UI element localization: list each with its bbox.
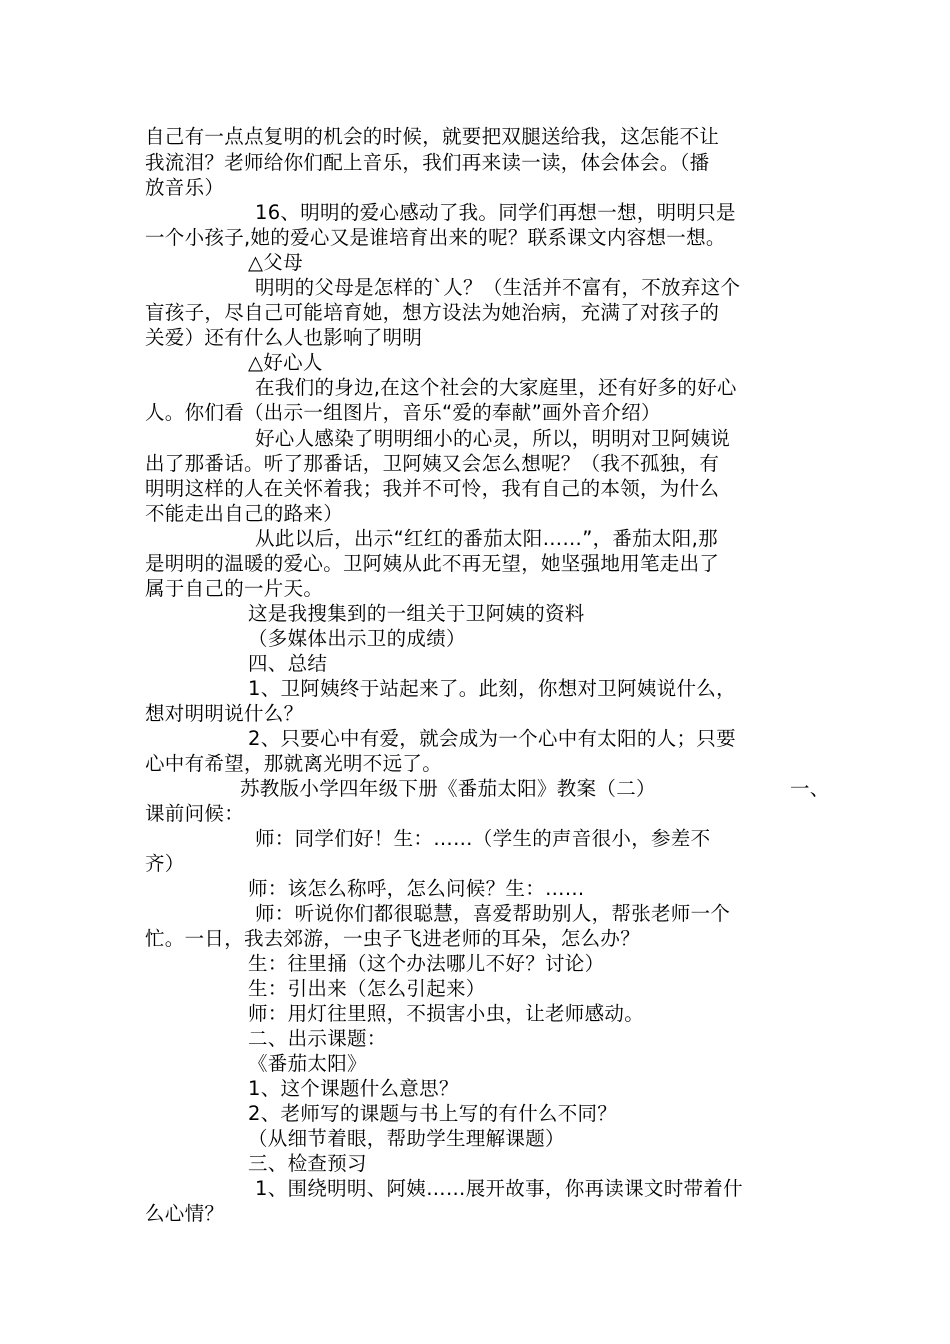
text-line: 一、 xyxy=(790,777,830,800)
text-line: 明明这样的人在关怀着我；我并不可怜，我有自己的本领，为什么 xyxy=(145,477,720,500)
text-line: 师：听说你们都很聪慧，喜爱帮助别人，帮张老师一个 xyxy=(255,902,731,925)
text-line: 一个小孩子,她的爱心又是谁培育出来的呢？联系课文内容想一想。 xyxy=(145,226,726,249)
text-line: 出了那番话。听了那番话，卫阿姨又会怎么想呢？（我不孤独，有 xyxy=(145,452,720,475)
text-line: 四、总结 xyxy=(248,652,328,675)
text-line: 关爱）还有什么人也影响了明明 xyxy=(145,326,423,349)
text-line: 么心情？ xyxy=(145,1202,225,1225)
text-line: 忙。一日，我去郊游，一虫子飞进老师的耳朵，怎么办？ xyxy=(145,927,641,950)
text-line: △好心人 xyxy=(248,351,323,374)
text-line: 师：用灯往里照，不损害小虫，让老师感动。 xyxy=(248,1002,645,1025)
text-line: 明明的父母是怎样的`人？（生活并不富有，不放弃这个 xyxy=(255,276,741,299)
text-line: 从此以后，出示“红红的番茄太阳……”，番茄太阳,那 xyxy=(255,527,718,550)
text-line: （多媒体出示卫的成绩） xyxy=(248,627,466,650)
text-line: 生：引出来（怎么引起来） xyxy=(248,977,486,1000)
text-line: 师：该怎么称呼，怎么问候？生：…… xyxy=(248,877,585,900)
text-line: △父母 xyxy=(248,251,303,274)
text-line: 盲孩子，尽自己可能培育她，想方设法为她治病，充满了对孩子的 xyxy=(145,301,720,324)
text-line: 自己有一点点复明的机会的时候，就要把双腿送给我，这怎能不让 xyxy=(145,125,720,148)
text-line: 想对明明说什么？ xyxy=(145,702,304,725)
text-line: 这是我搜集到的一组关于卫阿姨的资料 xyxy=(248,602,585,625)
text-line: 我流泪？老师给你们配上音乐，我们再来读一读，体会体会。（播 xyxy=(145,151,710,174)
text-line: 2、只要心中有爱，就会成为一个心中有太阳的人；只要 xyxy=(248,727,736,750)
text-line: 《番茄太阳》 xyxy=(248,1052,367,1075)
text-line: 课前问候： xyxy=(145,802,245,825)
heading-line: 苏教版小学四年级下册《番茄太阳》教案（二） xyxy=(240,777,656,800)
text-line: 放音乐） xyxy=(145,176,225,199)
text-line: 人。你们看（出示一组图片，音乐“爱的奉献”画外音介绍） xyxy=(145,401,661,424)
text-line: （从细节着眼，帮助学生理解课题） xyxy=(248,1127,565,1150)
text-line: 好心人感染了明明细小的心灵，所以，明明对卫阿姨说 xyxy=(255,427,731,450)
text-line: 2、老师写的课题与书上写的有什么不同？ xyxy=(248,1102,618,1125)
text-line: 属于自己的一片天。 xyxy=(145,577,324,600)
text-line: 生：往里捅（这个办法哪儿不好？讨论） xyxy=(248,952,605,975)
text-line: 二、出示课题： xyxy=(248,1027,387,1050)
text-line: 在我们的身边,在这个社会的大家庭里，还有好多的好心 xyxy=(255,376,737,399)
text-line: 1、围绕明明、阿姨……展开故事，你再读课文时带着什 xyxy=(255,1177,743,1200)
text-line: 师：同学们好！生：……（学生的声音很小，参差不 xyxy=(255,827,711,850)
text-line: 16、明明的爱心感动了我。同学们再想一想，明明只是 xyxy=(255,201,736,224)
text-line: 心中有希望，那就离光明不远了。 xyxy=(145,752,443,775)
text-line: 不能走出自己的路来） xyxy=(145,502,344,525)
text-line: 是明明的温暖的爱心。卫阿姨从此不再无望，她坚强地用笔走出了 xyxy=(145,552,720,575)
text-line: 1、卫阿姨终于站起来了。此刻，你想对卫阿姨说什么， xyxy=(248,677,736,700)
text-line: 三、检查预习 xyxy=(248,1152,367,1175)
text-line: 1、这个课题什么意思？ xyxy=(248,1077,459,1100)
text-line: 齐） xyxy=(145,852,185,875)
